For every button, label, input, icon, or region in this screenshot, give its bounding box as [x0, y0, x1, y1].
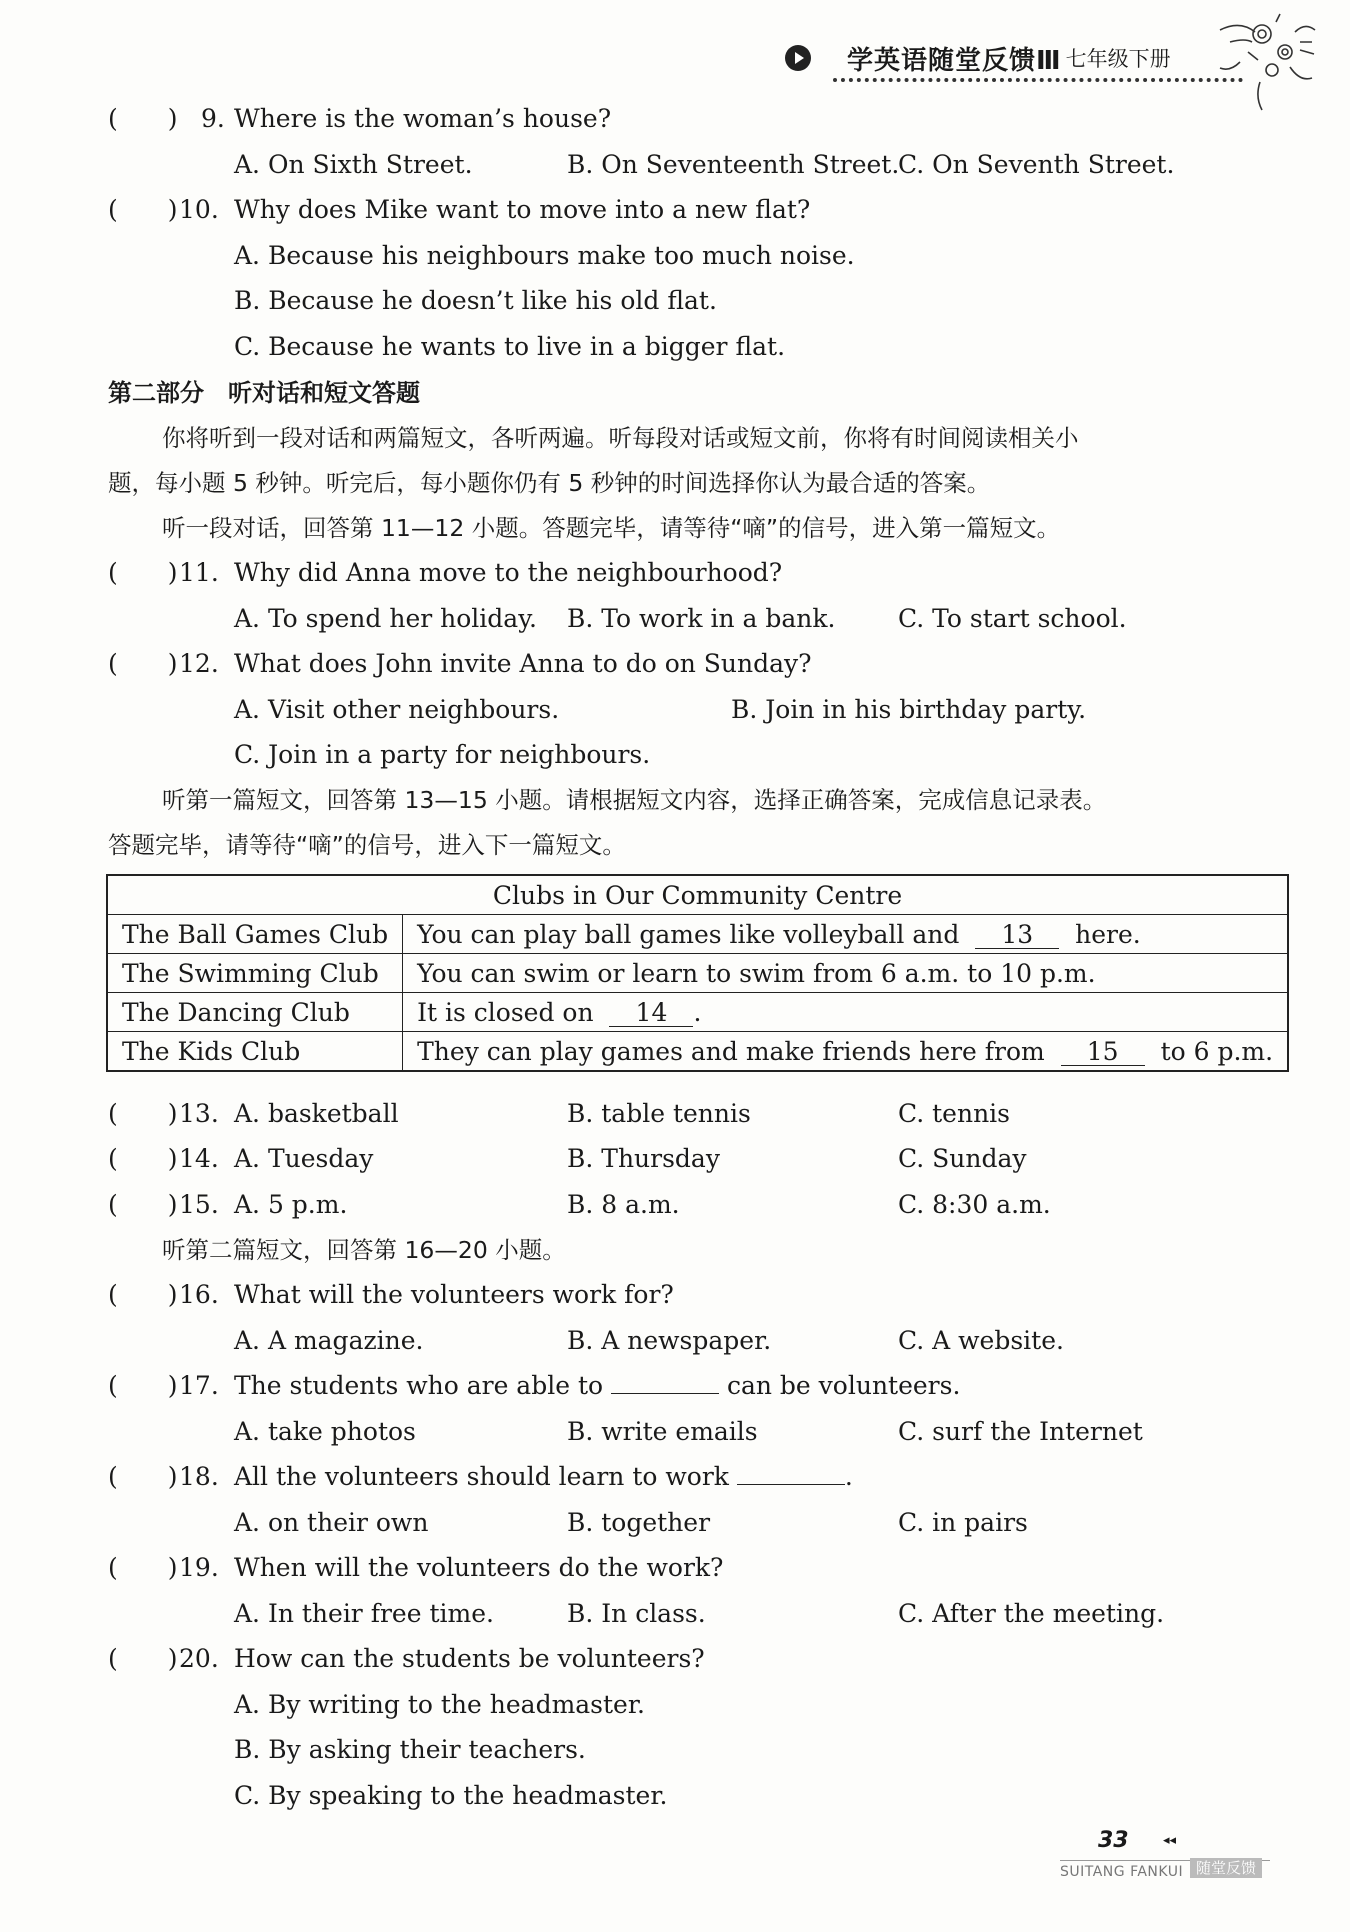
- option-b: B. To work in a bank.: [567, 604, 836, 633]
- option-c: C. To start school.: [898, 604, 1127, 633]
- option-b: B. In class.: [567, 1599, 706, 1628]
- option-b: B. Because he doesn’t like his old flat.: [234, 286, 717, 315]
- question-stem: How can the students be volunteers?: [234, 1644, 705, 1673]
- club-info: It is closed on 14 .: [403, 993, 1288, 1032]
- clubs-info-table: [106, 874, 1289, 1072]
- option-b: B. Join in his birthday party.: [731, 695, 1087, 724]
- table-caption: Clubs in Our Community Centre: [107, 875, 1288, 915]
- option-c: C. 8:30 a.m.: [898, 1190, 1051, 1219]
- option-b: B. A newspaper.: [567, 1326, 772, 1355]
- option-b: B. together: [567, 1508, 711, 1537]
- option-b: B. By asking their teachers.: [234, 1735, 586, 1764]
- answer-blank: 13: [975, 922, 1059, 949]
- option-c: C. A website.: [898, 1326, 1064, 1355]
- answer-blank: 15: [1061, 1039, 1145, 1066]
- option-b: B. write emails: [567, 1417, 758, 1446]
- question-stem: What will the volunteers work for?: [234, 1280, 674, 1309]
- option-a: A. To spend her holiday.: [234, 604, 537, 633]
- dialog-instruction: 听一段对话，回答第 11—12 小题。答题完毕，请等待“嘀”的信号，进入第一篇短文。: [162, 514, 1061, 542]
- answer-bracket: ( ): [108, 1371, 178, 1400]
- play-circle-icon: [785, 45, 811, 71]
- option-a: A. take photos: [234, 1417, 416, 1446]
- option-c: C. tennis: [898, 1099, 1010, 1128]
- question-number: 20.: [179, 1644, 219, 1673]
- option-b: B. Thursday: [567, 1144, 720, 1173]
- club-name: The Swimming Club: [107, 954, 403, 993]
- question-number: 9.: [201, 104, 225, 133]
- club-info: They can play games and make friends here from 15 to 6 p.m.: [403, 1032, 1288, 1072]
- club-name: The Kids Club: [107, 1032, 403, 1072]
- question-number: 14.: [179, 1144, 219, 1173]
- question-number: 15.: [179, 1190, 219, 1219]
- section-intro-line2: 题，每小题 5 秒钟。听完后，每小题你仍有 5 秒钟的时间选择你认为最合适的答案。: [108, 469, 991, 497]
- answer-bracket: ( ): [108, 649, 178, 678]
- option-a: A. In their free time.: [234, 1599, 494, 1628]
- option-a: A. 5 p.m.: [234, 1190, 348, 1219]
- answer-bracket: ( ): [108, 1190, 178, 1219]
- answer-bracket: ( ): [108, 1644, 178, 1673]
- club-name: The Dancing Club: [107, 993, 403, 1032]
- question-number: 16.: [179, 1280, 219, 1309]
- table-row: [107, 915, 1288, 954]
- answer-bracket: ( ): [108, 1280, 178, 1309]
- question-number: 10.: [179, 195, 219, 224]
- question-number: 12.: [179, 649, 219, 678]
- passage2-instruction: 听第二篇短文，回答第 16—20 小题。: [162, 1236, 566, 1264]
- header-dotted-rule: [833, 78, 1243, 82]
- option-c: C. Because he wants to live in a bigger flat.: [234, 332, 786, 361]
- answer-bracket: ( ): [108, 1099, 178, 1128]
- question-number: 19.: [179, 1553, 219, 1582]
- section-intro-line1: 你将听到一段对话和两篇短文，各听两遍。听每段对话或短文前，你将有时间阅读相关小: [162, 424, 1079, 452]
- question-number: 11.: [179, 558, 219, 587]
- option-a: A. Because his neighbours make too much noise.: [234, 241, 855, 270]
- option-c: C. Sunday: [898, 1144, 1027, 1173]
- option-a: A. on their own: [234, 1508, 429, 1537]
- answer-bracket: ( ): [108, 195, 178, 224]
- question-stem: What does John invite Anna to do on Sunday?: [234, 649, 812, 678]
- option-c: C. in pairs: [898, 1508, 1028, 1537]
- answer-bracket: ( ): [108, 104, 178, 133]
- double-arrow-left-icon: ◂◂: [1163, 1833, 1177, 1848]
- table-row: [107, 993, 1288, 1032]
- club-info: You can swim or learn to swim from 6 a.m. to 10 p.m.: [403, 954, 1288, 993]
- option-c: C. After the meeting.: [898, 1599, 1165, 1628]
- answer-bracket: ( ): [108, 558, 178, 587]
- question-number: 18.: [179, 1462, 219, 1491]
- book-title: 学英语随堂反馈Ⅲ: [847, 45, 1062, 76]
- floral-ornament-icon: [1200, 12, 1320, 112]
- question-stem: All the volunteers should learn to work .: [234, 1462, 853, 1491]
- footer-brand-badge: 随堂反馈: [1190, 1858, 1262, 1878]
- option-a: A. basketball: [234, 1099, 399, 1128]
- answer-blank: [737, 1484, 845, 1485]
- table-row: [107, 954, 1288, 993]
- option-b: B. On Seventeenth Street.: [567, 150, 900, 179]
- question-stem: Why does Mike want to move into a new flat?: [234, 195, 811, 224]
- option-c: C. surf the Internet: [898, 1417, 1143, 1446]
- option-b: B. 8 a.m.: [567, 1190, 680, 1219]
- question-number: 13.: [179, 1099, 219, 1128]
- answer-bracket: ( ): [108, 1144, 178, 1173]
- option-c: C. By speaking to the headmaster.: [234, 1781, 668, 1810]
- question-stem: When will the volunteers do the work?: [234, 1553, 724, 1582]
- club-info: You can play ball games like volleyball and 13 here.: [403, 915, 1288, 954]
- option-b: B. table tennis: [567, 1099, 751, 1128]
- passage1-instruction-line2: 答题完毕，请等待“嘀”的信号，进入下一篇短文。: [108, 831, 626, 859]
- book-subtitle: 七年级下册: [1065, 47, 1171, 71]
- option-c: C. Join in a party for neighbours.: [234, 740, 651, 769]
- footer-brand-en: SUITANG FANKUI: [1060, 1864, 1184, 1880]
- option-a: A. On Sixth Street.: [234, 150, 473, 179]
- question-number: 17.: [179, 1371, 219, 1400]
- option-c: C. On Seventh Street.: [898, 150, 1175, 179]
- table-row: [107, 1032, 1288, 1072]
- option-a: A. Tuesday: [234, 1144, 374, 1173]
- question-stem: The students who are able to can be volunteers.: [234, 1371, 961, 1400]
- question-stem: Why did Anna move to the neighbourhood?: [234, 558, 783, 587]
- question-stem: Where is the woman’s house?: [234, 104, 612, 133]
- answer-bracket: ( ): [108, 1462, 178, 1491]
- page-number: 33: [1098, 1828, 1129, 1853]
- answer-blank: [611, 1393, 719, 1394]
- option-a: A. A magazine.: [234, 1326, 424, 1355]
- answer-blank: 14: [609, 1000, 693, 1027]
- club-name: The Ball Games Club: [107, 915, 403, 954]
- page-header: [785, 38, 1171, 78]
- passage1-instruction-line1: 听第一篇短文，回答第 13—15 小题。请根据短文内容，选择正确答案，完成信息记录表。: [162, 786, 1107, 814]
- answer-bracket: ( ): [108, 1553, 178, 1582]
- option-a: A. Visit other neighbours.: [234, 695, 560, 724]
- option-a: A. By writing to the headmaster.: [234, 1690, 645, 1719]
- section-title: 第二部分 听对话和短文答题: [108, 379, 420, 407]
